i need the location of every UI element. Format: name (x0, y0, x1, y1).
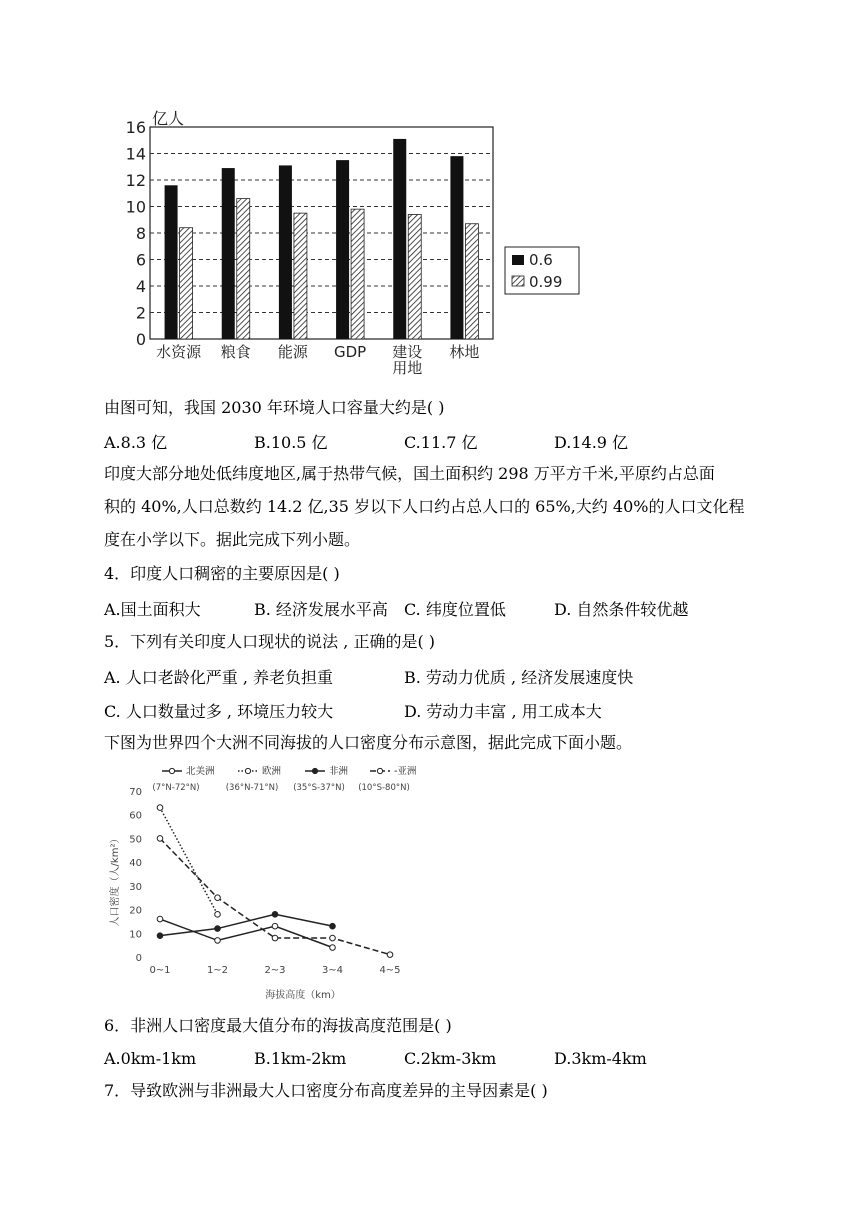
legend-marker-非洲 (312, 768, 317, 773)
bar-0.99 (465, 224, 478, 339)
q5-option-c: C. 人口数量过多 , 环境压力较大 (104, 702, 334, 721)
q4-option-d: D. 自然条件较优越 (554, 600, 689, 619)
x-tick-label: 能源 (277, 343, 308, 361)
y-tick-label: 0 (135, 330, 146, 349)
y-tick-label: 4 (135, 277, 146, 296)
q3-option-c: C.11.7 亿 (404, 433, 478, 452)
y-tick-label: 14 (125, 144, 146, 164)
bar-0.99 (294, 213, 307, 339)
y-axis-label: 人口密度（人/km²） (110, 833, 121, 927)
series-line-欧洲 (160, 808, 218, 915)
data-point-非洲 (157, 933, 163, 939)
bar-0.6 (393, 139, 406, 339)
legend-label-0.6: 0.6 (529, 251, 553, 269)
data-point-北美洲 (272, 923, 278, 929)
bar-0.6 (279, 165, 292, 339)
y-tick-label: 2 (135, 303, 146, 323)
india-text-line-1: 印度大部分地处低纬度地区,属于热带气候，国土面积约 298 万平方千米,平原约占总面 (104, 464, 715, 483)
data-point-非洲 (272, 912, 278, 918)
altitude-density-line-chart (110, 760, 460, 1010)
x-tick-label: 0~1 (149, 965, 171, 976)
x-tick-label: 4~5 (379, 965, 401, 976)
x-tick-label: 2~3 (264, 965, 286, 976)
y-tick-label: 70 (129, 787, 142, 798)
x-tick-label: 1~2 (206, 965, 229, 976)
q3-option-d: D.14.9 亿 (554, 433, 629, 452)
series-line-北美洲 (160, 919, 333, 947)
data-point-非洲 (330, 923, 336, 929)
data-point-北美洲 (330, 945, 336, 951)
legend-marker-亚洲 (377, 768, 382, 773)
x-tick-label: 建设 (392, 343, 423, 361)
bar-0.99 (408, 214, 421, 339)
legend-marker-北美洲 (169, 768, 174, 773)
y-tick-label: 6 (135, 250, 146, 270)
y-tick-label: 20 (129, 905, 142, 917)
legend-range-欧洲: (36°N-71°N) (225, 783, 279, 793)
y-tick-label: 0 (135, 953, 142, 964)
data-point-北美洲 (215, 938, 221, 944)
india-text-line-2: 积的 40%,人口总数约 14.2 亿,35 岁以下人口约占总人口的 65%,大约 40%的人口文化程 (104, 497, 745, 516)
bar-0.6 (336, 160, 349, 339)
y-tick-label: 10 (129, 929, 142, 941)
q6-stem: 6．非洲人口密度最大值分布的海拔高度范围是( ) (104, 1016, 452, 1035)
data-point-亚洲 (387, 952, 393, 958)
q6-option-a: A.0km-1km (104, 1049, 197, 1068)
x-tick-label: 3~4 (321, 965, 344, 976)
q4-option-a: A.国土面积大 (104, 600, 201, 619)
capacity-bar-chart (125, 100, 590, 385)
y-tick-label: 10 (125, 197, 146, 217)
bar-0.6 (165, 185, 178, 339)
y-axis-label: 亿人 (152, 109, 185, 128)
data-point-亚洲 (272, 935, 278, 941)
legend-label-亚洲: -亚洲 (394, 766, 417, 777)
legend-range-非洲: (35°S-37°N) (293, 783, 345, 793)
y-tick-label: 40 (129, 858, 142, 870)
legend-label-欧洲: 欧洲 (262, 766, 282, 777)
q6-option-d: D.3km-4km (554, 1049, 647, 1068)
x-axis-label: 海拔高度（km） (265, 990, 341, 1001)
data-point-亚洲 (330, 935, 336, 941)
q5-option-a: A. 人口老龄化严重 , 养老负担重 (104, 668, 333, 687)
data-point-非洲 (215, 926, 221, 932)
bar-0.99 (180, 228, 193, 339)
q4-option-b: B. 经济发展水平高 (254, 600, 388, 619)
y-tick-label: 60 (129, 810, 142, 822)
legend-label-非洲: 非洲 (329, 766, 349, 777)
q3-option-b: B.10.5 亿 (254, 433, 328, 452)
legend-marker-欧洲 (245, 768, 250, 773)
legend-swatch-0.99 (512, 276, 524, 286)
x-tick-label: 粮食 (220, 343, 251, 361)
y-tick-label: 8 (135, 224, 146, 243)
y-tick-label: 12 (125, 171, 146, 190)
q5-option-b: B. 劳动力优质 , 经济发展速度快 (404, 668, 634, 687)
x-tick-label: 林地 (449, 343, 480, 361)
bar-0.99 (237, 199, 250, 339)
data-point-北美洲 (157, 916, 163, 922)
legend-range-北美洲: (7°N-72°N) (152, 783, 200, 793)
y-tick-label: 16 (125, 118, 146, 137)
legend-label-北美洲: 北美洲 (186, 766, 215, 777)
data-point-欧洲 (157, 805, 163, 811)
q4-option-c: C. 纬度位置低 (404, 600, 506, 619)
india-text-line-3: 度在小学以下。据此完成下列小题。 (104, 530, 361, 549)
bar-0.6 (450, 156, 463, 339)
q3-stem: 由图可知，我国 2030 年环境人口容量大约是( ) (104, 398, 445, 417)
q6-option-b: B.1km-2km (254, 1049, 347, 1068)
legend-range-亚洲: (10°S-80°N) (358, 783, 410, 793)
data-point-欧洲 (215, 912, 221, 918)
q3-option-a: A.8.3 亿 (104, 433, 168, 452)
y-tick-label: 50 (129, 834, 142, 846)
bar-0.99 (351, 209, 364, 339)
q5-option-d: D. 劳动力丰富 , 用工成本大 (404, 702, 602, 721)
x-tick-label: 水资源 (156, 343, 202, 361)
y-tick-label: 30 (129, 881, 142, 893)
q4-stem: 4．印度人口稠密的主要原因是( ) (104, 564, 340, 583)
legend-swatch-0.6 (512, 255, 524, 265)
data-point-亚洲 (157, 836, 163, 842)
data-point-亚洲 (215, 895, 221, 901)
q6-option-c: C.2km-3km (404, 1049, 497, 1068)
bar-0.6 (222, 168, 235, 339)
chart2-intro: 下图为世界四个大洲不同海拔的人口密度分布示意图，据此完成下面小题。 (104, 733, 633, 752)
q5-stem: 5．下列有关印度人口现状的说法 , 正确的是( ) (104, 632, 436, 651)
x-tick-label: 用地 (392, 359, 423, 377)
x-tick-label: GDP (333, 343, 367, 361)
legend-label-0.99: 0.99 (529, 273, 563, 291)
q7-stem: 7．导致欧洲与非洲最大人口密度分布高度差异的主导因素是( ) (104, 1081, 548, 1100)
